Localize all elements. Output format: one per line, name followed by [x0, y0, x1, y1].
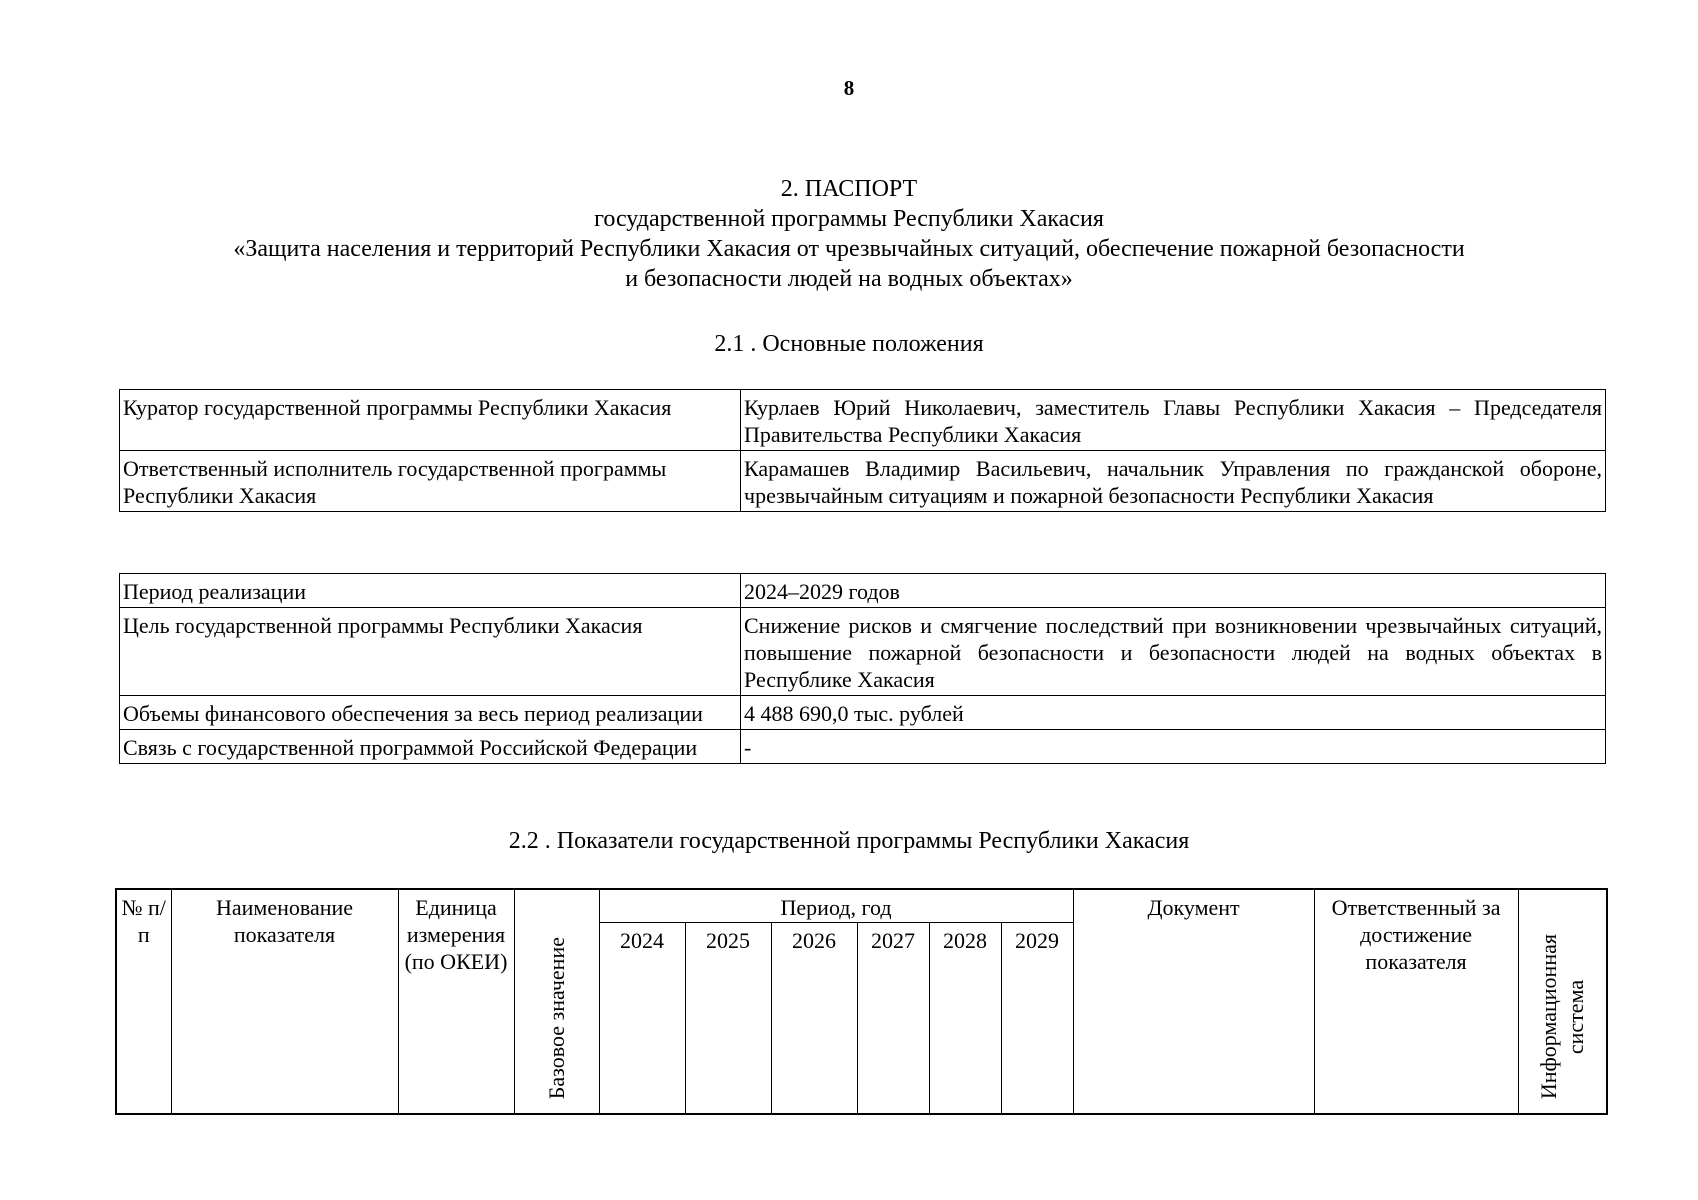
passport-table-curator — [119, 389, 1606, 512]
info-system-line-2: система — [1563, 979, 1589, 1054]
header-year: 2029 — [1001, 922, 1073, 1114]
table-row — [120, 451, 1606, 512]
header-base-value-label: Базовое значение — [544, 936, 569, 1099]
row-value: Снижение рисков и смягчение последствий при возникновении чрезвычайных ситуаций, повышение пожарной безопасности и безопасности людей на водных объектах в Республике Хакасия — [741, 608, 1606, 696]
header-unit: Единица измерения (по ОКЕИ) — [398, 889, 514, 1114]
header-year: 2024 — [599, 922, 685, 1114]
document-heading — [0, 174, 1698, 294]
header-indicator-name: Наименование показателя — [171, 889, 398, 1114]
table-row — [120, 696, 1606, 730]
header-year: 2027 — [857, 922, 929, 1114]
header-period: Период, год — [599, 889, 1073, 922]
row-key: Период реализации — [120, 574, 741, 608]
page-number: 8 — [843, 76, 855, 100]
row-value: - — [741, 730, 1606, 764]
row-value: 2024–2029 годов — [741, 574, 1606, 608]
section-title-indicators: 2.2 . Показатели государственной программы Республики Хакасия — [508, 828, 1190, 854]
header-document: Документ — [1073, 889, 1314, 1114]
row-value: 4 488 690,0 тыс. рублей — [741, 696, 1606, 730]
row-value: Карамашев Владимир Васильевич, начальник Управления по гражданской обороне, чрезвычайным ситуациям и пожарной безопасности Республики Хакасия — [741, 451, 1606, 512]
header-number: № п/п — [116, 889, 171, 1114]
row-key: Куратор государственной программы Республики Хакасия — [120, 390, 741, 451]
row-value: Курлаев Юрий Николаевич, заместитель Главы Республики Хакасия – Председателя Правительства Республики Хакасия — [741, 390, 1606, 451]
header-year: 2028 — [929, 922, 1001, 1114]
header-info-system-label — [1535, 934, 1589, 1099]
header-info-system — [1518, 889, 1607, 1114]
row-key: Цель государственной программы Республики Хакасия — [120, 608, 741, 696]
section-title-main-provisions: 2.1 . Основные положения — [714, 331, 984, 357]
table-row — [120, 574, 1606, 608]
header-year: 2025 — [685, 922, 771, 1114]
indicators-table — [115, 888, 1608, 1115]
heading-line-3: «Защита населения и территорий Республики Хакасия от чрезвычайных ситуаций, обеспечение пожарной безопасности — [233, 236, 1465, 262]
table-row — [120, 390, 1606, 451]
heading-line-4: и безопасности людей на водных объектах» — [625, 266, 1073, 292]
info-system-line-1: Информационная — [1536, 933, 1562, 1099]
heading-line-2: государственной программы Республики Хакасия — [594, 206, 1104, 232]
heading-line-1: 2. ПАСПОРТ — [780, 176, 918, 202]
row-key: Ответственный исполнитель государственной программы Республики Хакасия — [120, 451, 741, 512]
passport-table-details — [119, 573, 1606, 764]
table-header-row — [116, 889, 1607, 922]
header-base-value — [514, 889, 599, 1114]
header-responsible: Ответственный за достижение показателя — [1314, 889, 1518, 1114]
table-row — [120, 730, 1606, 764]
header-year: 2026 — [771, 922, 857, 1114]
row-key: Связь с государственной программой Российской Федерации — [120, 730, 741, 764]
row-key: Объемы финансового обеспечения за весь период реализации — [120, 696, 741, 730]
table-row — [120, 608, 1606, 696]
